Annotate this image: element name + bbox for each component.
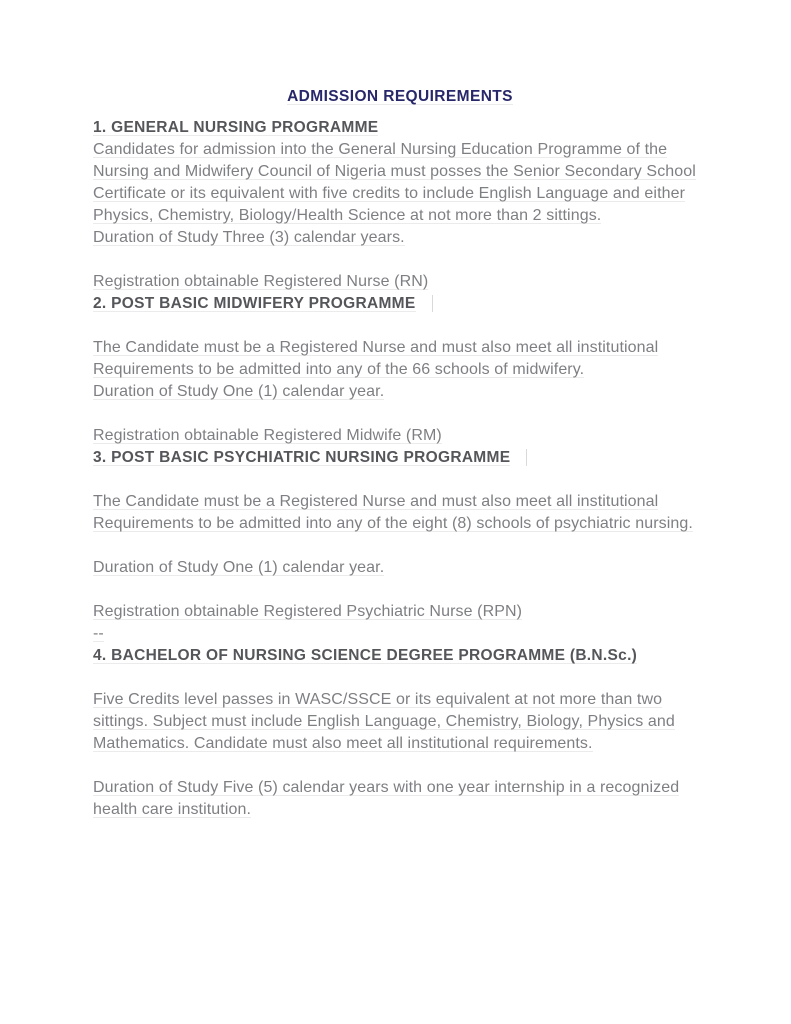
spacer — [93, 535, 707, 557]
paragraph — [93, 337, 707, 381]
section-heading — [93, 447, 707, 469]
paragraph-text: The Candidate must be a Registered Nurse and must also meet all institutional Requirements to be admitted into any of the 66 schools of midwifery. — [93, 339, 659, 378]
spacer — [93, 579, 707, 601]
paragraph-text: Duration of Study Three (3) calendar years. — [93, 229, 405, 246]
paragraph — [93, 139, 707, 227]
section-heading-text: 1. GENERAL NURSING PROGRAMME — [93, 119, 379, 136]
section-heading-text: 2. POST BASIC MIDWIFERY PROGRAMME — [93, 295, 416, 312]
section-heading — [93, 293, 707, 315]
paragraph-text: Candidates for admission into the General Nursing Education Programme of the Nursing and Midwifery Council of Nigeria must posses the Senior Secondary School Certificate or its equivalent with five credits to include English Language and either Physics, Chemistry, Biology/Health Science at not more than 2 sittings. — [93, 141, 696, 224]
spacer — [93, 403, 707, 425]
spacer — [93, 469, 707, 491]
caret-artifact — [432, 295, 433, 312]
paragraph-text: Registration obtainable Registered Psychiatric Nurse (RPN) — [93, 603, 523, 620]
paragraph-text: Duration of Study One (1) calendar year. — [93, 383, 385, 400]
spacer — [93, 755, 707, 777]
paragraph-text: The Candidate must be a Registered Nurse and must also meet all institutional Requirements to be admitted into any of the eight (8) schools of psychiatric nursing. — [93, 493, 693, 532]
page-title-text: ADMISSION REQUIREMENTS — [287, 88, 513, 105]
section-heading — [93, 117, 707, 139]
section-heading — [93, 645, 707, 667]
paragraph-text: Duration of Study One (1) calendar year. — [93, 559, 385, 576]
paragraph — [93, 425, 707, 447]
page-title — [93, 86, 707, 108]
paragraph-text: Five Credits level passes in WASC/SSCE or its equivalent at not more than two sittings. Subject must include English Language, Chemistry, Biology, Physics and Mathematics. Candidate must also meet all institutional requirements. — [93, 691, 675, 752]
spacer — [93, 249, 707, 271]
document-body — [93, 117, 707, 821]
paragraph — [93, 491, 707, 535]
paragraph — [93, 557, 707, 579]
paragraph — [93, 271, 707, 293]
paragraph — [93, 227, 707, 249]
paragraph — [93, 601, 707, 623]
caret-artifact — [526, 449, 527, 466]
paragraph — [93, 777, 707, 821]
paragraph — [93, 689, 707, 755]
paragraph-text: Registration obtainable Registered Nurse (RN) — [93, 273, 429, 290]
section-heading-text: 4. BACHELOR OF NURSING SCIENCE DEGREE PROGRAMME (B.N.Sc.) — [93, 647, 638, 664]
spacer — [93, 315, 707, 337]
paragraph — [93, 381, 707, 403]
section-heading-text: 3. POST BASIC PSYCHIATRIC NURSING PROGRAMME — [93, 449, 511, 466]
paragraph — [93, 623, 707, 645]
paragraph-text: Duration of Study Five (5) calendar years with one year internship in a recognized health care institution. — [93, 779, 680, 818]
paragraph-text: -- — [93, 625, 104, 642]
paragraph-text: Registration obtainable Registered Midwife (RM) — [93, 427, 442, 444]
spacer — [93, 667, 707, 689]
